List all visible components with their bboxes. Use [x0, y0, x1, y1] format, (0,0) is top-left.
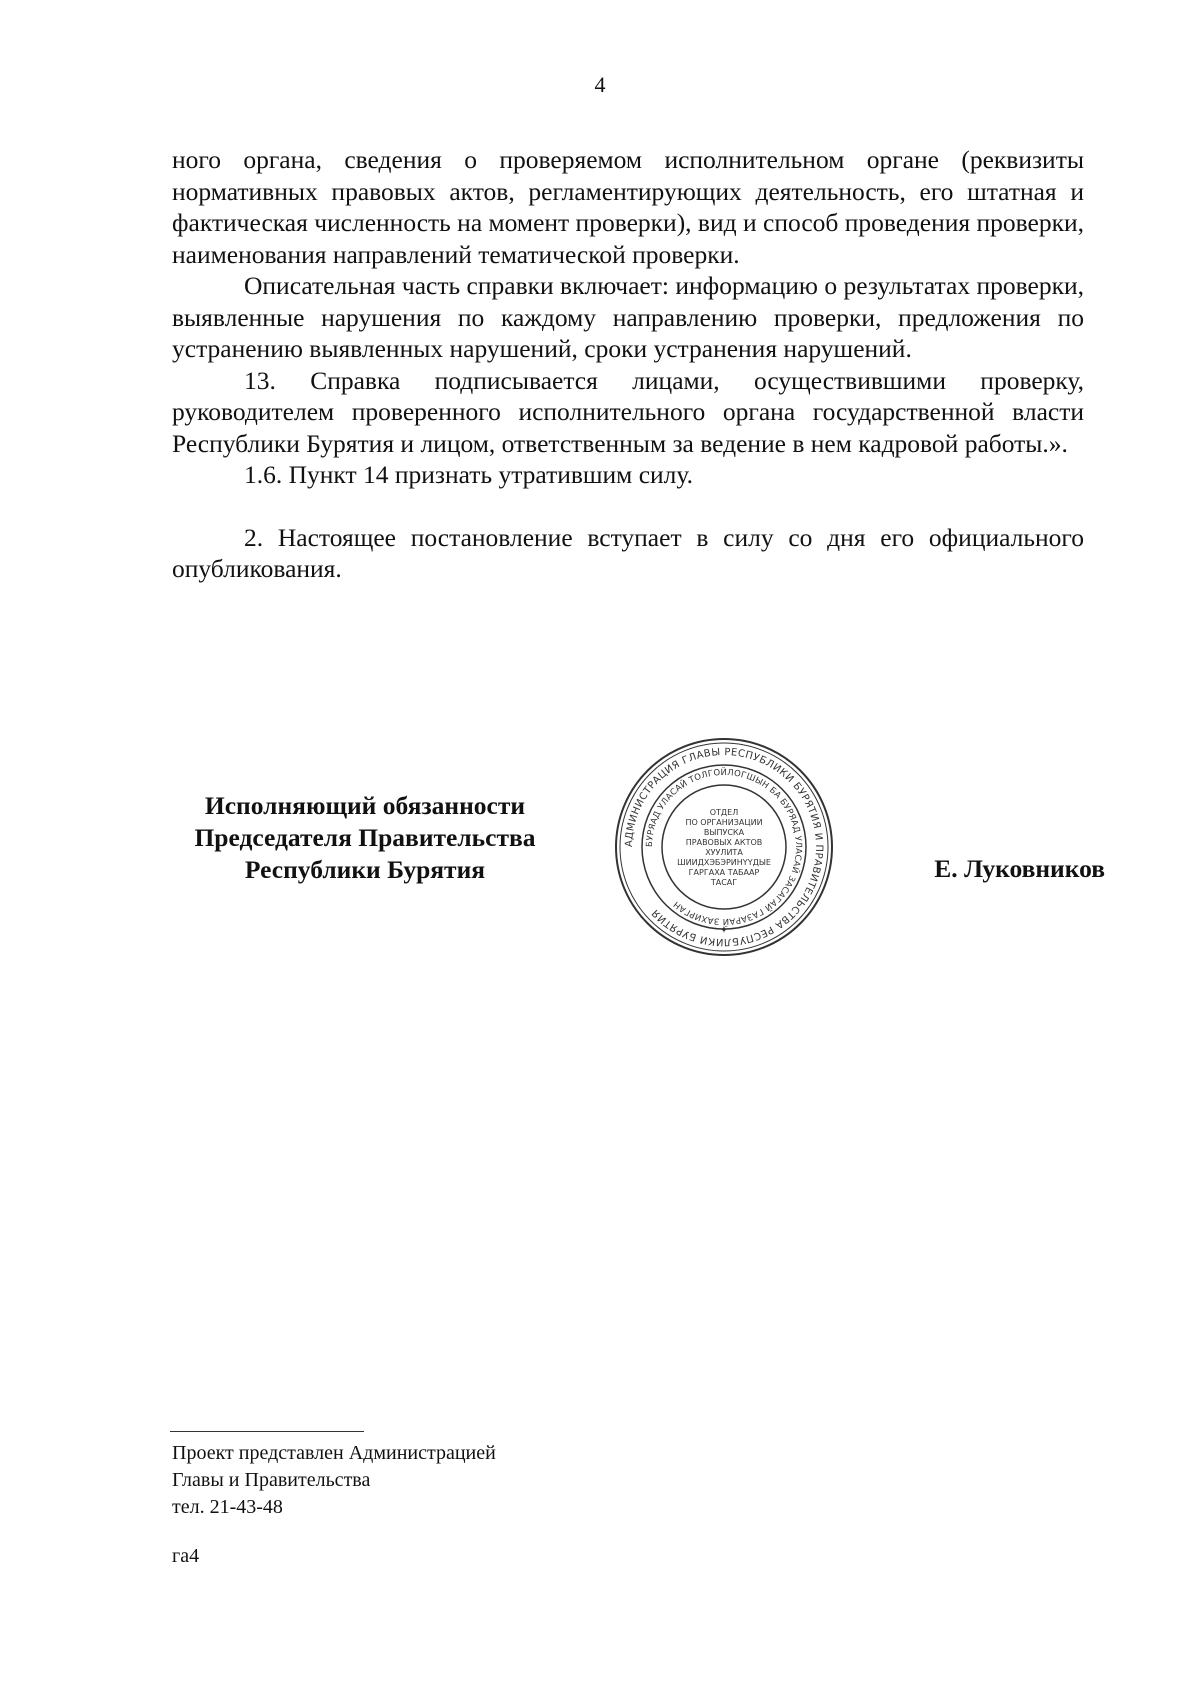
signatory-title-line: Республики Бурятия	[244, 855, 486, 884]
paragraph-item-2: 2. Настоящее постановление вступает в силу со дня его официального опубликования.	[172, 522, 1084, 583]
signatory-title-line: Исполняющий обязанности	[204, 791, 526, 820]
svg-text:ГАРГАХА ТАБААР: ГАРГАХА ТАБААР	[688, 868, 760, 877]
svg-text:ПРАВОВЫХ АКТОВ: ПРАВОВЫХ АКТОВ	[685, 838, 763, 847]
footer-line: Главы и Правительства	[172, 1469, 371, 1491]
page-number: 4	[594, 72, 606, 97]
svg-text:БУРЯАД УЛАСАЙ ТОЛГОЙЛОГШЫН БА: БУРЯАД УЛАСАЙ ТОЛГОЙЛОГШЫН БА БУРЯАД УЛАСАЙ ЗАСАГАЙ ГАЗАРАЙ ЗАХИРГАН	[644, 767, 804, 927]
svg-text:АДМИНИСТРАЦИЯ ГЛАВЫ РЕСПУБЛИКИ: АДМИНИСТРАЦИЯ ГЛАВЫ РЕСПУБЛИКИ БУРЯТИЯ И ПРАВИТЕЛЬСТВА РЕСПУБЛИКИ БУРЯТИЯ	[623, 746, 825, 948]
svg-text:ХУУЛИТА: ХУУЛИТА	[705, 848, 743, 857]
seal-stamp-graphic	[612, 735, 836, 959]
svg-text:ОТДЕЛ: ОТДЕЛ	[709, 808, 739, 817]
signatory-name: Е. Луковников	[934, 854, 1105, 883]
paragraph-descriptive-part: Описательная часть справки включает: информацию о результатах проверки, выявленные нарушения по каждому направлению проверки, предложения по устранению выявленных нарушений, сроки устранения нарушений.	[172, 271, 1084, 363]
footer-divider	[170, 1431, 364, 1432]
paragraph-item-13: 13. Справка подписывается лицами, осуществившими проверку, руководителем проверенного исполнительного органа государственной власти Республики Бурятия и лицом, ответственным за ведение в нем кадровой работы.».	[172, 365, 1084, 458]
signatory-title	[165, 790, 565, 886]
document-body	[172, 144, 1084, 585]
paragraph-item-1-6: 1.6. Пункт 14 признать утратившим силу.	[244, 460, 693, 489]
document-code: га4	[172, 1545, 200, 1567]
signatory-title-line: Председателя Правительства	[194, 823, 536, 852]
footer-line: Проект представлен Администрацией	[172, 1442, 496, 1464]
svg-text:ВЫПУСКА: ВЫПУСКА	[703, 828, 745, 837]
svg-text:ПО ОРГАНИЗАЦИИ: ПО ОРГАНИЗАЦИИ	[685, 818, 763, 827]
official-seal	[612, 735, 836, 959]
footer-note	[172, 1440, 672, 1521]
footer-phone: тел. 21-43-48	[172, 1496, 283, 1518]
svg-text:ТАСАГ: ТАСАГ	[710, 878, 738, 887]
svg-text:✦: ✦	[719, 925, 729, 936]
paragraph-continuation: ного органа, сведения о проверяемом исполнительном органе (реквизиты нормативных правовых актов, регламентирующих деятельность, его штатная и фактическая численность на момент проверки), вид и способ проведения проверки, наименования направлений тематической проверки.	[172, 145, 1084, 269]
svg-text:ШИИДХЭБЭРИНҮҮДЫЕ: ШИИДХЭБЭРИНҮҮДЫЕ	[677, 858, 771, 867]
